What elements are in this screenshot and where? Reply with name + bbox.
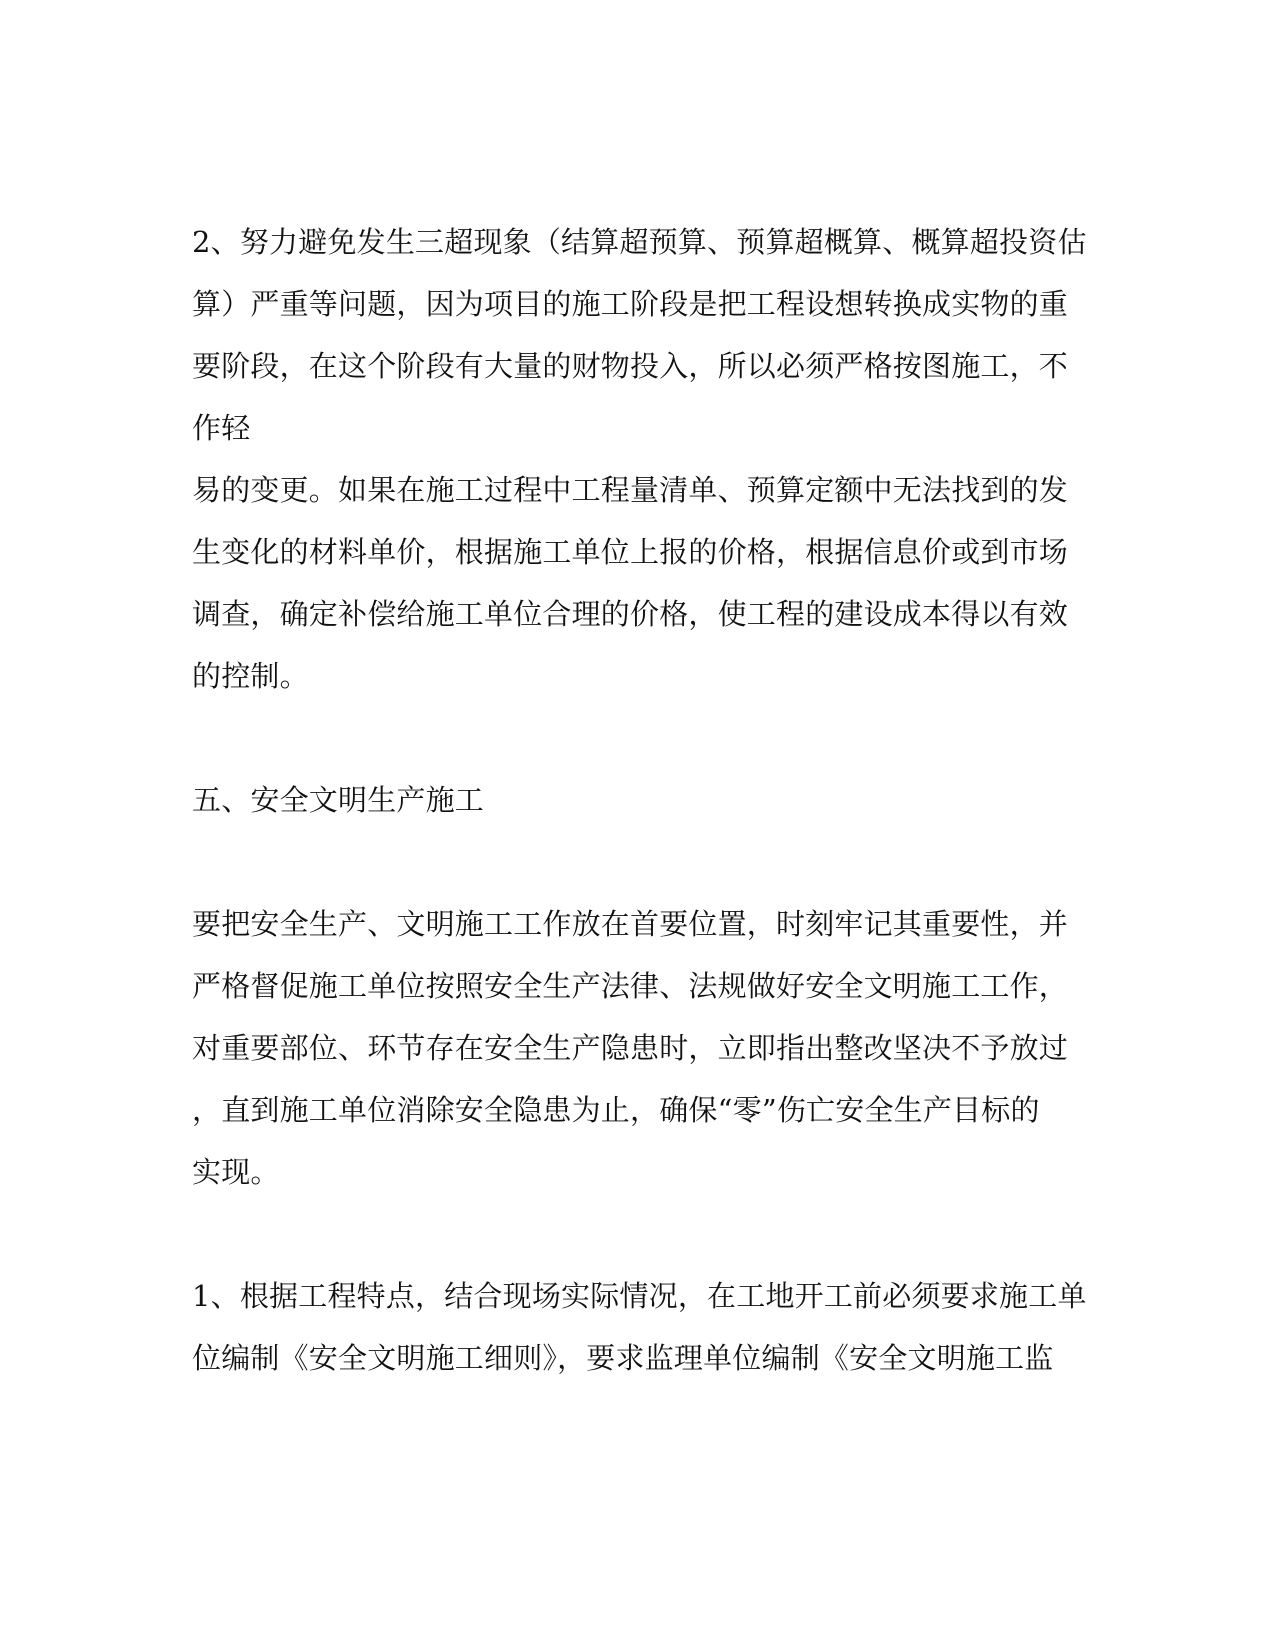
text-line: 严格督促施工单位按照安全生产法律、法规做好安全文明施工工作， <box>192 969 1069 1003</box>
text-line: 的控制。 <box>192 659 309 693</box>
text-line: 实现。 <box>192 1155 280 1189</box>
text-line: 要阶段，在这个阶段有大量的财物投入，所以必须严格按图施工，不 <box>192 349 1069 383</box>
text-line: 对重要部位、环节存在安全生产隐患时，立即指出整改坚决不予放过 <box>192 1031 1069 1065</box>
text-line: 作轻 <box>192 411 251 445</box>
text-line: 算）严重等问题，因为项目的施工阶段是把工程设想转换成实物的重 <box>192 287 1069 321</box>
text-line: 位编制《安全文明施工细则》，要求监理单位编制《安全文明施工监 <box>192 1341 1054 1375</box>
section-heading: 五、安全文明生产施工 <box>192 783 485 817</box>
text-line: 生变化的材料单价，根据施工单位上报的价格，根据信息价或到市场 <box>192 535 1069 569</box>
text-line: 要把安全生产、文明施工工作放在首要位置，时刻牢记其重要性，并 <box>192 907 1069 941</box>
text-line: 2、努力避免发生三超现象（结算超预算、预算超概算、概算超投资估 <box>192 225 1087 259</box>
text-line: ，直到施工单位消除安全隐患为止，确保“零”伤亡安全生产目标的 <box>192 1093 1040 1127</box>
text-line: 易的变更。如果在施工过程中工程量清单、预算定额中无法找到的发 <box>192 473 1069 507</box>
text-line: 调查，确定补偿给施工单位合理的价格，使工程的建设成本得以有效 <box>192 597 1069 631</box>
text-line: 1、根据工程特点，结合现场实际情况，在工地开工前必须要求施工单 <box>192 1279 1087 1313</box>
